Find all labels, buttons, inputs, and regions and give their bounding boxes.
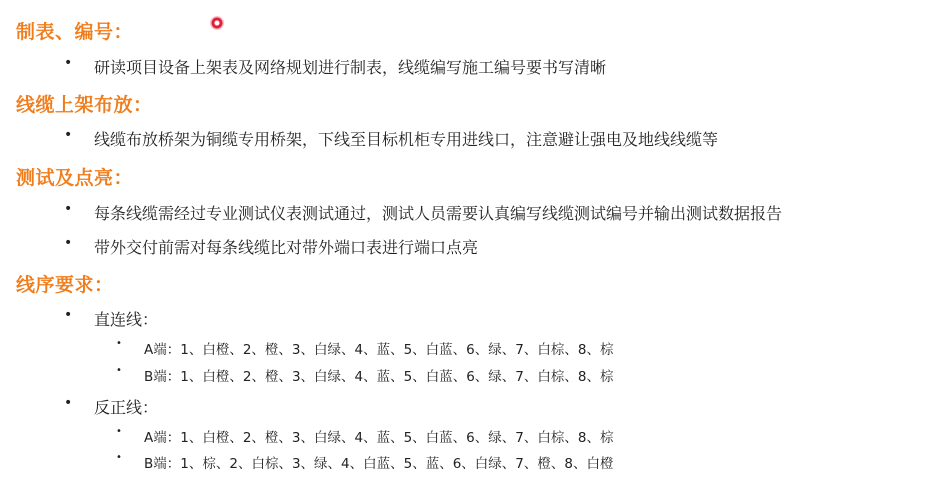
list-item-text: 带外交付前需对每条线缆比对带外端口表进行端口点亮: [94, 238, 479, 257]
bullet-icon: •: [64, 127, 73, 143]
bullet-icon: •: [64, 395, 73, 411]
wire-order-line: B端：1、棕、2、白棕、3、绿、4、白蓝、5、蓝、6、白绿、7、橙、8、白橙: [144, 456, 614, 472]
bullet-icon: •: [64, 55, 73, 71]
section-title-wire-order: 线序要求：: [16, 274, 114, 296]
group-label-crossover: 反正线：: [94, 398, 159, 417]
laser-pointer-icon: [210, 16, 224, 30]
group-label-straight-through: 直连线：: [94, 310, 159, 329]
bullet-icon: •: [116, 426, 122, 437]
list-item-text: 每条线缆需经过专业测试仪表测试通过，测试人员需要认真编写线缆测试编号并输出测试数据报告: [94, 204, 783, 223]
list-item-text: 研读项目设备上架表及网络规划进行制表，线缆编写施工编号要书写清晰: [94, 58, 607, 77]
section-title-cable-racking: 线缆上架布放：: [16, 94, 153, 116]
list-item-text: 线缆布放桥架为铜缆专用桥架，下线至目标机柜专用进线口，注意避让强电及地线线缆等: [94, 130, 719, 149]
bullet-icon: •: [116, 365, 122, 376]
wire-order-line: B端：1、白橙、2、橙、3、白绿、4、蓝、5、白蓝、6、绿、7、白棕、8、棕: [144, 369, 614, 385]
section-title-tabulation: 制表、编号：: [16, 21, 134, 43]
wire-order-line: A端：1、白橙、2、橙、3、白绿、4、蓝、5、白蓝、6、绿、7、白棕、8、棕: [144, 430, 614, 446]
bullet-icon: •: [116, 452, 122, 463]
wire-order-line: A端：1、白橙、2、橙、3、白绿、4、蓝、5、白蓝、6、绿、7、白棕、8、棕: [144, 342, 614, 358]
section-title-testing: 测试及点亮：: [16, 167, 134, 189]
bullet-icon: •: [64, 307, 73, 323]
bullet-icon: •: [64, 235, 73, 251]
bullet-icon: •: [64, 201, 73, 217]
bullet-icon: •: [116, 338, 122, 349]
